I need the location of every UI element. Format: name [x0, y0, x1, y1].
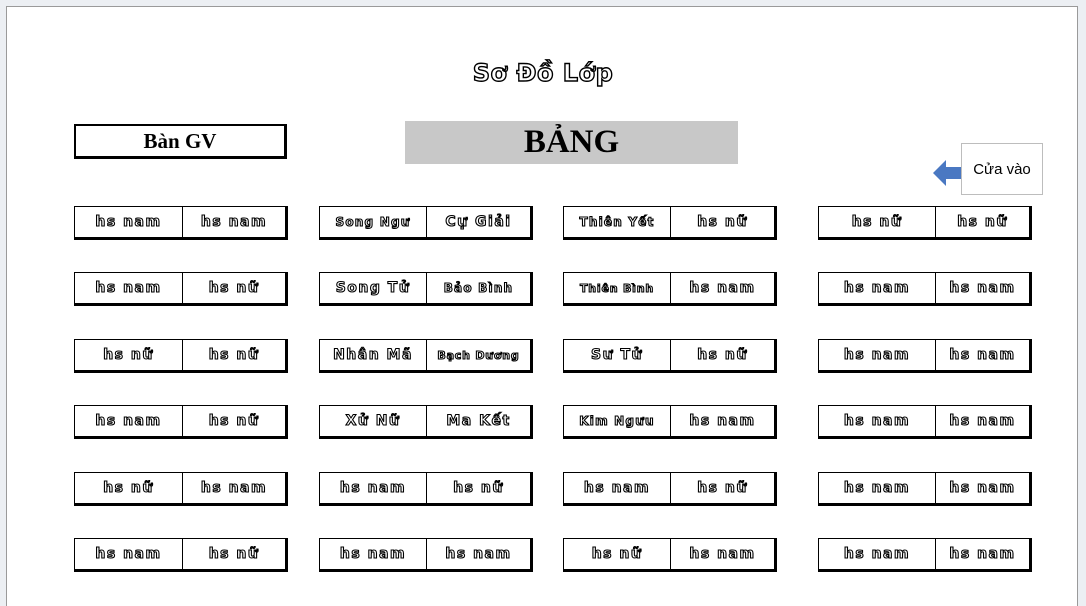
arrow-left-icon	[933, 158, 963, 188]
desk	[319, 405, 533, 439]
seat-left: hs nam	[320, 473, 427, 503]
seat-left: Kim Ngưu	[564, 406, 671, 436]
seat-right: hs nam	[949, 347, 1016, 363]
seat-left: hs nữ	[819, 207, 936, 237]
seat-right: hs nữ	[697, 347, 748, 363]
seat-left: hs nữ	[564, 539, 671, 569]
desk	[74, 472, 288, 506]
seat-left: hs nam	[564, 473, 671, 503]
seat-left: hs nam	[819, 273, 936, 303]
seat-right: hs nữ	[208, 546, 260, 562]
seat-right: hs nam	[689, 546, 756, 562]
seat-left: hs nữ	[75, 473, 183, 503]
seat-left: hs nam	[819, 340, 936, 370]
door-label: Cửa vào	[961, 143, 1043, 195]
seat-right: hs nữ	[208, 347, 260, 363]
seat-left: hs nam	[75, 207, 183, 237]
desk	[818, 538, 1032, 572]
seat-left: hs nữ	[75, 340, 183, 370]
desk	[319, 538, 533, 572]
desk	[319, 339, 533, 373]
seat-right: hs nam	[949, 480, 1016, 496]
desk	[319, 472, 533, 506]
seat-left: hs nam	[75, 406, 183, 436]
seat-left: Nhân Mã	[320, 340, 427, 370]
teacher-desk: Bàn GV	[74, 124, 287, 159]
desk	[818, 339, 1032, 373]
seat-left: Song Ngư	[320, 207, 427, 237]
seat-left: Thiên Yết	[564, 207, 671, 237]
seat-left: hs nam	[819, 473, 936, 503]
desk	[563, 472, 777, 506]
desk	[74, 339, 288, 373]
seat-left: hs nam	[819, 539, 936, 569]
desk	[74, 272, 288, 306]
seat-right: hs nam	[200, 480, 268, 496]
desk	[818, 272, 1032, 306]
seat-right: Cự Giải	[445, 214, 512, 230]
seat-right: hs nam	[689, 413, 756, 429]
document-page	[6, 6, 1078, 606]
seat-left: Thiên Bình	[564, 273, 671, 303]
seat-left: hs nam	[75, 273, 183, 303]
desk	[563, 206, 777, 240]
desk	[563, 339, 777, 373]
seat-right: Bảo Bình	[443, 281, 514, 295]
seat-right: hs nam	[200, 214, 268, 230]
desk	[319, 272, 533, 306]
desk	[319, 206, 533, 240]
seat-left: Sư Tử	[564, 340, 671, 370]
desk	[74, 206, 288, 240]
seat-right: hs nam	[445, 546, 512, 562]
seat-right: hs nữ	[957, 214, 1008, 230]
desk	[563, 538, 777, 572]
desk	[74, 538, 288, 572]
seat-right: Ma Kết	[446, 413, 511, 429]
seat-right: hs nam	[949, 413, 1016, 429]
seat-left: hs nam	[320, 539, 427, 569]
seat-right: hs nữ	[208, 280, 260, 296]
seat-right: hs nữ	[208, 413, 260, 429]
desk	[818, 472, 1032, 506]
seat-right: Bạch Dương	[437, 348, 520, 362]
seat-left: hs nam	[819, 406, 936, 436]
seat-right: hs nam	[949, 546, 1016, 562]
blackboard: BẢNG	[405, 121, 738, 164]
desk	[563, 272, 777, 306]
desk	[563, 405, 777, 439]
seat-right: hs nữ	[453, 480, 504, 496]
seat-right: hs nữ	[697, 480, 748, 496]
desk	[74, 405, 288, 439]
desk	[818, 405, 1032, 439]
seat-right: hs nam	[949, 280, 1016, 296]
seat-right: hs nữ	[697, 214, 748, 230]
seat-right: hs nam	[689, 280, 756, 296]
page-title: Sơ Đồ Lớp	[472, 59, 614, 87]
desk	[818, 206, 1032, 240]
seat-left: hs nam	[75, 539, 183, 569]
seat-left: Xử Nữ	[320, 406, 427, 436]
seat-left: Song Tử	[320, 273, 427, 303]
door-entrance	[933, 143, 1043, 197]
